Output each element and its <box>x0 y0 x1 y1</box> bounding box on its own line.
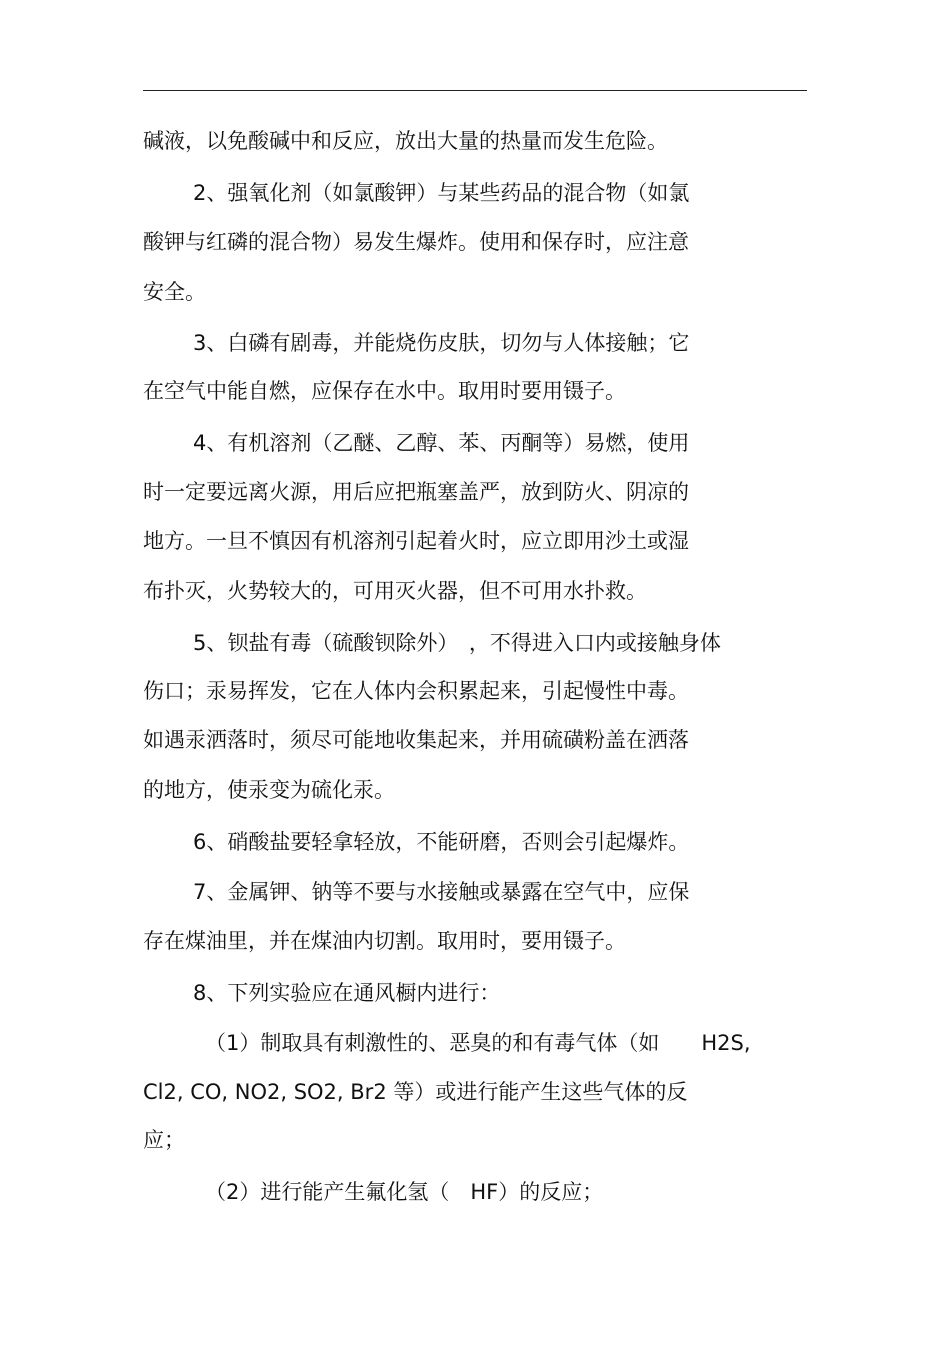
text-line: 7、金属钾、钠等不要与水接触或暴露在空气中，应保 <box>193 880 690 904</box>
text-line: 5、钡盐有毒（硫酸钡除外） ，不得进入口内或接触身体 <box>193 631 721 655</box>
text-line: 安全。 <box>143 280 206 304</box>
text-line: 地方。一旦不慎因有机溶剂引起着火时，应立即用沙土或湿 <box>143 529 689 553</box>
text-line: 6、硝酸盐要轻拿轻放，不能研磨，否则会引起爆炸。 <box>193 830 690 854</box>
text-line: 伤口；汞易挥发，它在人体内会积累起来，引起慢性中毒。 <box>143 679 689 703</box>
text-line: （1）制取具有刺激性的、恶臭的和有毒气体（如 H2S, <box>205 1031 751 1055</box>
text-line: （2）进行能产生氟化氢（ HF）的反应； <box>205 1180 604 1204</box>
header-rule <box>143 90 807 91</box>
text-line: 3、白磷有剧毒，并能烧伤皮肤，切勿与人体接触；它 <box>193 331 690 355</box>
text-line: 4、有机溶剂（乙醚、乙醇、苯、丙酮等）易燃，使用 <box>193 431 690 455</box>
text-line: 的地方，使汞变为硫化汞。 <box>143 778 395 802</box>
text-line: 存在煤油里，并在煤油内切割。取用时，要用镊子。 <box>143 929 626 953</box>
text-line: 时一定要远离火源，用后应把瓶塞盖严，放到防火、阴凉的 <box>143 480 689 504</box>
text-line: 应； <box>143 1128 185 1152</box>
text-line: 碱液，以免酸碱中和反应，放出大量的热量而发生危险。 <box>143 129 668 153</box>
text-line: 布扑灭，火势较大的，可用灭火器，但不可用水扑救。 <box>143 579 647 603</box>
text-line: 2、强氧化剂（如氯酸钾）与某些药品的混合物（如氯 <box>193 181 690 205</box>
text-line: 8、下列实验应在通风橱内进行： <box>193 981 501 1005</box>
text-line: 如遇汞洒落时，须尽可能地收集起来，并用硫磺粉盖在洒落 <box>143 728 689 752</box>
text-line: 在空气中能自燃，应保存在水中。取用时要用镊子。 <box>143 379 626 403</box>
text-line: 酸钾与红磷的混合物）易发生爆炸。使用和保存时，应注意 <box>143 230 689 254</box>
text-line: Cl2, CO, NO2, SO2, Br2 等）或进行能产生这些气体的反 <box>143 1080 688 1104</box>
